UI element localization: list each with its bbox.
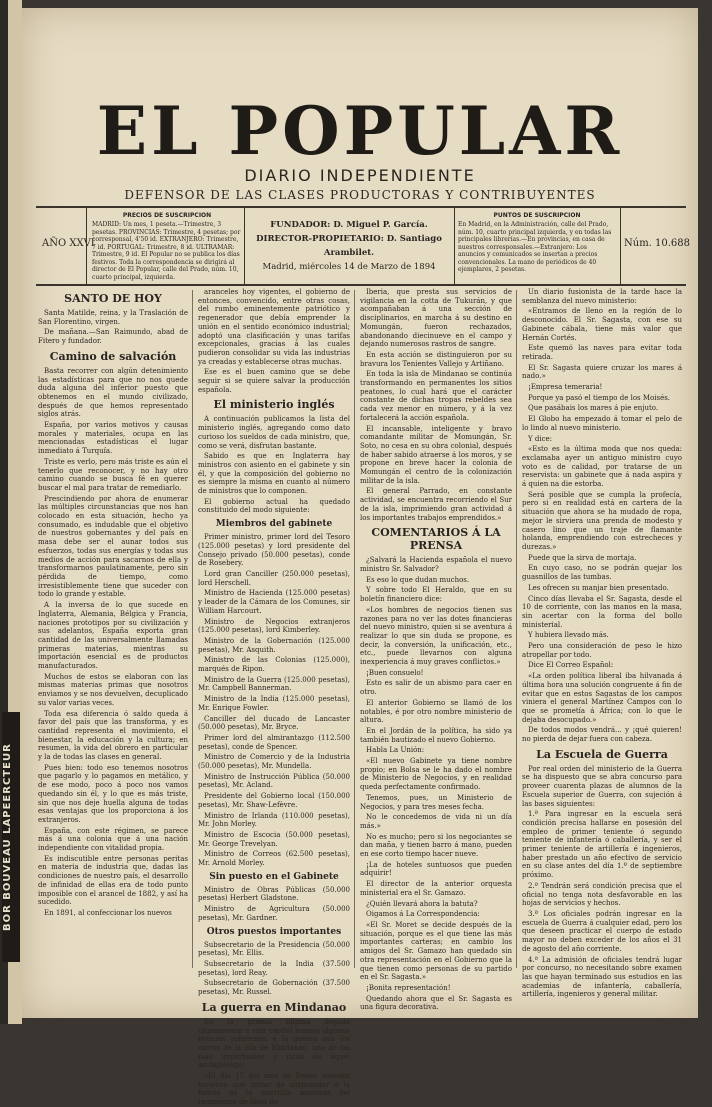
column-rule [354,290,355,968]
article-paragraph: ¿Salvará la Hacienda española el nuevo ministro Sr. Salvador? [360,556,512,573]
article-paragraph: El Sr. Sagasta quiere cruzar los mares á nado.» [522,363,682,381]
subscription-prices-text: MADRID: Un mes, 1 peseta.—Trimestre, 3 pesetas. PROVINCIAS: Trimestre, 4 pesetas; por corresponsal, 4'50 id. EXTRANJERO: Trimestre, 7 id. PORTUGAL: Trimestre, 8 id. ULTRAMAR: Trimestre, 9 id. El Popular no se publica los días festivos. Toda la correspondencia se dirigirá al director de El Popular, calle del Prado, núm. 10, cuarto principal, izquierda. [92,221,241,281]
article-heading: La guerra en Mindanao [201,1000,347,1014]
article-paragraph: Es indiscutible entre personas peritas en materia de industria que, dadas las condiciones de nuestro país, el desarrollo de infinidad de ellas era de todo punto imposible con el arancel de 1882, y así ha sucedido. [38,854,188,907]
article-paragraph: España, con este régimen, se parece más á una colonia que á una nación independiente con vitalidad propia. [38,826,188,853]
masthead-tagline: DEFENSOR DE LAS CLASES PRODUCTORAS Y CONTRIBUYENTES [124,188,596,202]
article-paragraph: Ministro de Agricultura (50.000 pesetas), Mr. Gardner. [198,905,350,922]
article-paragraph: A la inversa de lo que sucede en Inglaterra, Alemania, Bélgica y Francia, naciones prototipos por su civilización y sus adelantos, España exporta gran cantidad de las universalmente llamadas primeras materias, mientras su importación esencial es de productos manufacturados. [38,601,188,671]
article-paragraph: El incansable, inteligente y bravo comandante militar de Momungán, Sr. Soto, no cesa en su obra colonial, después de haber sabido atraerse á los moros, y se propone en breve hacer la colonia de Momungán el centro de la colonización militar de la isla. [360,424,512,485]
article-paragraph: Ministro de Obras Públicas (50.000 pesetas) Herbert Gladstone. [198,885,350,903]
header-divider [454,208,455,284]
article-paragraph: Ministro de la Gobernación (125.000 pesetas), Mr. Asquith. [198,636,350,654]
article-paragraph: 4.ª La admisión de oficiales tendrá lugar por concurso, no necesitando sobre examen las que hayan terminado sus estudios en las academias de infantería, caballería, artillería, ingenieros y general militar. [522,955,682,999]
column-rule [516,290,517,968]
article-paragraph: Por real orden del ministerio de la Guerra se ha dispuesto que se abra concurso para proveer cuarenta plazas de alumnos de la Escuela superior de Guerra, con sujeción á las bases siguientes: [522,764,682,808]
article-paragraph: Ministro de Hacienda (125.000 pesetas) y leader de la Cámara de los Comunes, sir William Harcourt. [198,589,350,615]
article-paragraph: Presidente del Gobierno local (150.000 pesetas), Mr. Shaw-Lefèvre. [198,792,350,809]
section-subheading: Miembros del gabinete [215,519,333,530]
column-2 [198,288,350,1107]
article-paragraph: «Entramos de lleno en la región de lo desconocido. El Sr. Sagasta, con ese su Gabinete cábala, tiene más valor que Hernán Cortés. [522,307,682,342]
section-subheading: Otros puestos importantes [206,926,342,937]
article-paragraph: Es eso lo que dudan muchos. [366,575,470,584]
article-paragraph: Y hubiera llevado más. [528,631,609,640]
subscription-points [458,212,616,284]
article-paragraph: 1.ª Para ingresar en la escuela será condición precisa hallarse en posesión del empleo de primer teniente ó segundo teniente de infantería ó caballería, y ser el primer teniente de artillería é ingenieros, haber prestado un año efectivo de servicio en su clase antes del día 1.º de septiembre próximo. [522,810,682,880]
article-paragraph: Ministro de Irlanda (110.000 pesetas), Mr. John Morley. [198,811,350,829]
director-line: DIRECTOR-PROPIETARIO: D. Santiago Arambilet. [256,234,442,258]
article-paragraph: Iberia, que presta sus servicios de vigilancia en la cotta de Tukurán, y que acompañaban á una sección de disciplinarios, en marcha á su destino en Momungán, fueron rechazados, abandonando diecinueve en el campo y dejando numerosos rastros de sangre. [360,288,512,349]
article-paragraph: Toda esa diferencia ó saldo queda á favor del país que las transforma, y es cantidad representa el movimiento, el bienestar, la educación y la cultura; en resumen, la vida del obrero en particular y la de todas las clases en general. [38,709,188,762]
article-paragraph: Oigamos á La Correspondencia: [366,910,480,919]
article-paragraph: Ministro de Correos (62.500 pesetas), Mr. Arnold Morley. [198,850,350,868]
article-heading: La Escuela de Guerra [536,747,668,761]
article-paragraph: Les ofrecen su manjar bien presentado. [528,583,669,592]
header-top-rule [36,206,686,208]
article-paragraph: Basta recorrer con algún detenimiento las estadísticas para que no nos quede duda alguna del inferior puesto que obtenemos en el mundo civilizado, después de que hemos representado siglos atrás. [38,366,188,419]
article-heading: El ministerio inglés [213,398,335,412]
article-paragraph: El anterior Gobierno se llamó de los notables, é por otro nombre ministerio de altura. [360,698,512,725]
column-4 [522,288,682,999]
article-paragraph: Muchos de estos se elaboran con las mismas materias primas que nosotros enviamos y se nos devuelven, decuplicado su valor varias veces. [38,672,188,707]
article-paragraph: Y dice: [528,434,552,443]
article-paragraph: Subsecretario de la Presidencia (50.000 pesetas), Mr. Ellis. [198,940,350,958]
article-paragraph: El director de la anterior orquesta ministerial era el Sr. Gamazo. [360,880,512,897]
newspaper-page [22,8,698,1107]
article-heading: Camino de salvación [49,349,177,363]
subscription-points-title: PUNTOS DE SUSCRIPCION [493,212,581,219]
article-paragraph: Ministro de la Guerra (125.000 pesetas), Mr. Campbell Bannerman. [198,675,350,693]
article-paragraph: Ministro de Comercio y de la Industria (50.000 pesetas), Mr. Mundella. [198,753,350,771]
issue-date: Madrid, miércoles 14 de Marzo de 1894 [262,262,436,272]
header-divider [244,208,245,284]
article-paragraph: Pues bien: todo eso tenemos nosotros que pagarlo y lo pagamos en metálico, y de ese modo, poco á poco nos vamos quedando sin él, y lo que es más triste, sin que nos deje huella alguna de todas esas ventajas que los proporciona á los extranjeros. [38,763,188,824]
article-paragraph: Santa Matilde, reina, y la Traslación de San Florentino, virgen. [38,309,188,326]
article-paragraph: 2.ª Tendrán será condición precisa que el oficial no tenga nota desfavorable en las hojas de servicios y hechos. [522,881,682,908]
article-paragraph: Será posible que se cumpla la profecía, pero si en realidad está en cartera de la situación que ahora se ha mudado de ropa, mejor le sirviera una prenda de modesto y casero lino que un traje de flamante holanda, emprendiendo con estrecheces y durezas.» [522,490,682,551]
column-rule [192,290,193,968]
article-paragraph: Ministro de las Colonias (125.000), marqués de Ripon. [198,656,350,674]
article-paragraph: A continuación publicamos la lista del ministerio inglés, agregando como dato curioso los sueldos de cada ministro, que, como se verá, disfrutan bastante. [198,415,350,450]
article-paragraph: En la prensa filipina llegada últimamente á esta capital leemos algunos noticias referentes á la guerra con los moros de la isla de Mindanao, una de las más importantes y ricas de aquel archipiélago: [198,1017,350,1070]
article-paragraph: En toda la isla de Mindanao se continúa transformando en permanentes los sitios peatones, lo cual hará que el carácter constante de dichas tropas rebeldes sea cada vez menor en número, y á la vez fortalecerá la acción española. [360,370,512,422]
article-paragraph: Canciller del ducado de Lancaster (50.000 pesetas), Mr. Bryce. [198,714,350,732]
issue-number: Núm. 10.688 [624,238,691,249]
article-paragraph: No le concedemos de vida ni un día más.» [360,813,512,830]
article-paragraph: Sabido es que en Inglaterra hay ministros con asiento en el gabinete y sin él, y que la composición del gobierno no es siempre la misma en cuanto al número de ministros que lo componen. [198,452,350,496]
article-paragraph: España, por varios motivos y causas morales y materiales, ocupa en las mencionadas estadísticas el lugar inmediato á Turquía. [38,421,188,456]
header-divider [86,208,87,284]
article-paragraph: En el Jordán de la política, ha sido ya también bautizado el nuevo Gobierno. [360,726,512,744]
article-paragraph: Primer lord del almirantazgo (112.500 pesetas), conde de Spencer. [198,733,350,751]
article-paragraph: En 1891, al confeccionar los nuevos [44,909,172,917]
article-paragraph: El gobierno actual ha quedado constituido del modo siguiente: [198,497,350,515]
article-paragraph: Habla La Unión: [366,746,425,755]
header-bottom-rule [36,284,686,286]
article-paragraph: ¡Buen consuelo! [366,668,424,677]
spine-label: BOR BOUVEAU LAPEERCTEUR [2,712,20,962]
article-heading: COMENTARIOS Á LA PRENSA [371,526,501,553]
header-divider [620,208,621,284]
column-3 [360,288,512,1012]
masthead-title: EL POPULAR [96,92,624,170]
article-paragraph: Cinco días llevaba el Sr. Sagasta, desde el 10 de corriente, con las manos en la masa, sin acertar con la forma del bollo ministerial. [522,594,682,629]
article-paragraph: Puede que la sirva de mortaja. [528,553,637,562]
article-paragraph: aranceles hoy vigentes, el gobierno de entonces, convencido, entre otras cosas, del rumbo eminentemente patriótico y regenerador que debía emprender la unión en el sentido económico industrial; adoptó una clasificación y unas tarifas excepcionales, gracias á las cuales pudieron consolidar su vida las industrias ya creadas y establecerse otras muchas. [198,288,350,366]
article-paragraph: Ministro de Instrucción Pública (50.000 pesetas), Mr. Acland. [198,772,350,790]
article-paragraph: Un diario fusionista de la tarde hace la semblanza del nuevo ministerio: [522,288,682,305]
article-paragraph: Subsecretario de la India (37.500 pesetas), lord Reay. [198,960,350,977]
article-paragraph: En esta acción se distinguieron por su bravura los Tenientes Vallejo y Artiñano. [360,350,512,368]
volume-label: AÑO XXVI [42,238,95,249]
subscription-prices-title: PRECIOS DE SUSCRIPCION [122,212,212,219]
article-paragraph: De mañana.—San Raimundo, abad de Fitero y fundador. [38,328,188,346]
section-subheading: Sin puesto en el Gabinete [209,871,339,882]
article-paragraph: Ese es el buen camino que se debe seguir si se quiere salvar la producción española. [198,368,350,394]
founder-line: FUNDADOR: D. Miguel P. García. [270,220,428,230]
article-paragraph: Tenemos, pues, un Ministerio de Negocios, y para tres meses fecha. [360,793,512,811]
article-paragraph: No es mucho; pero si los negociantes se dan maña, y tienen barro á mano, pueden en ese corto tiempo hacer nueve. [360,832,512,859]
article-paragraph: El Globo ha empezado á tomar el pelo de lo lindo al nuevo ministerio. [522,415,682,432]
article-paragraph: «El Sr. Moret se decide después de la situación, porque es el que tiene las más importantes carteras; en cambio los amigos del Sr. Gamazo han quedado sin otra representación en el Gobierno que la que tienen como personas de su partido en el Sr. Sagasta.» [360,921,512,982]
article-paragraph: De todos modos vendrá... y ¡qué quieren! no pierda de dejar fuera con cabeza. [522,726,682,744]
article-paragraph: Y sobre todo El Heraldo, que en su boletín financiero dice: [360,586,512,604]
article-paragraph: Porque ya pasó el tiempo de los Moisés. [528,393,671,402]
article-paragraph: Ministro de la India (125.000 pesetas), Mr. Enrique Fowler. [198,695,350,712]
subscription-prices [92,212,242,284]
article-heading: SANTO DE HOY [64,292,162,305]
article-paragraph: «El día 15 del mes de Enero anterior tuvieron que tratar de sorprender á la fuerza de la guerrilla montada del regimiento de línea de [198,1072,350,1107]
article-paragraph: Ministro de Escocia (50.000 pesetas), Mr. George Trevelyan. [198,830,350,848]
article-paragraph: Esto es salir de un abismo para caer en otro. [360,679,512,697]
article-paragraph: «Esto es la última moda que nos queda: exclamaba ayer un antiguo ministro cuyo voto es de calidad, por tratarse de un reservista: un gabinete que á nada aspira y á quien na die estorba. [522,445,682,489]
article-paragraph: «El nuevo Gabinete ya tiene nombre propio; en Bolsa se le ha dado el nombre de Ministerio de Negocios, y en realidad queda perfectamente confirmado. [360,757,512,792]
article-paragraph: Subsecretario de Gobernación (37.500 pesetas), Mr. Russel. [198,979,350,997]
article-paragraph: Primer ministro, primer lord del Tesoro (125.000 pesetas) y lord presidente del Consejo privado (50.000 pesetas), conde de Rosebery. [198,533,350,568]
article-paragraph: En cuyo caso, no se podrán quejar los guasnillos de las tumbas. [522,564,682,582]
article-paragraph: El general Parrado, en constante actividad, se encuentra recorriendo el Sur de la isla, imprimiendo gran actividad á los importantes trabajos emprendidos.» [360,487,512,522]
article-paragraph: Lord gran Canciller (250.000 pesetas), lord Herschell. [198,569,350,587]
article-paragraph: Pero una consideración de peso le hizo atropellar por todo. [522,642,682,659]
article-paragraph: «La orden política liberal iba hilvanada á última hora una solución congruente á fin de evitar que en estos Sagastas de los campos viniera el general Martínez Campos con lo que se prometía á África; con lo que le dejaba desocupado.» [522,672,682,724]
article-paragraph: «Los hombres de negocios tienen sus razones para no ver las dotes financieras del nuevo ministro, quien si se aventura á realizar lo que sin duda se propone, es decir, la conversión, la unificación, etc., etc., puede llevarnos con alguna inexperiencia á muy graves conflictos.» [360,605,512,667]
article-paragraph: Quedando ahora que el Sr. Sagasta es una figura decorativa. [360,994,512,1012]
article-paragraph: Prescindiendo por ahora de enumerar las múltiples circunstancias que nos han colocado en esta situación, hecho ya consumado, es indudable que el objetivo de nuestros gobernantes y del país en masa debe ser el aunar todos sus esfuerzos, todas sus energías y todas sus medios de acción para sacarnos de ella y transformarnos paulatinamente, pero sin pérdida de tiempo, como irresistiblemente tiene que suceder con todo lo grande y estable. [38,494,188,599]
article-paragraph: ¡La de hoteles suntuosos que pueden adquirir! [360,860,512,878]
article-paragraph: Dice El Correo Español: [528,661,614,670]
article-paragraph: Este quemó las naves para evitar toda retirada. [522,344,682,361]
founder-box [246,218,452,260]
article-paragraph: ¡Bonita representación! [366,983,451,992]
article-paragraph: 3.ª Los oficiales podrán ingresar en la escuela de Guerra á cualquier edad, pero los que deseen practicar el cuerpo de estado mayor no deben exceder de los años el 31 de agosto del año corriente. [522,910,682,953]
article-paragraph: Que pasábais los mares á pie enjuto. [528,404,659,413]
masthead-subtitle: DIARIO INDEPENDIENTE [244,166,476,185]
article-paragraph: Triste es verlo, pero más triste es aún el tenerlo que reconocer, y no hay otro camino cuando se busca fé en querer buscar el mal para tratar de remediarlo. [38,457,188,492]
article-paragraph: ¡Empresa temeraria! [528,383,603,392]
article-paragraph: ¿Quién llevará ahora la batuta? [366,899,478,908]
article-paragraph: Ministro de Negocios extranjeros (125.000 pesetas), lord Kimberley. [198,617,350,635]
subscription-points-text: En Madrid, en la Administración, calle del Prado, núm. 10, cuarto principal izquierda, y en todas las principales librerías.—En provincias, en casa de nuestros corresponsales.—Extranjero: Los anuncios y comunicados se insertan a precios convencionales. La mano de periódicos de 40 ejemplares, 2 pesetas. [458,221,612,273]
column-1 [38,288,188,968]
